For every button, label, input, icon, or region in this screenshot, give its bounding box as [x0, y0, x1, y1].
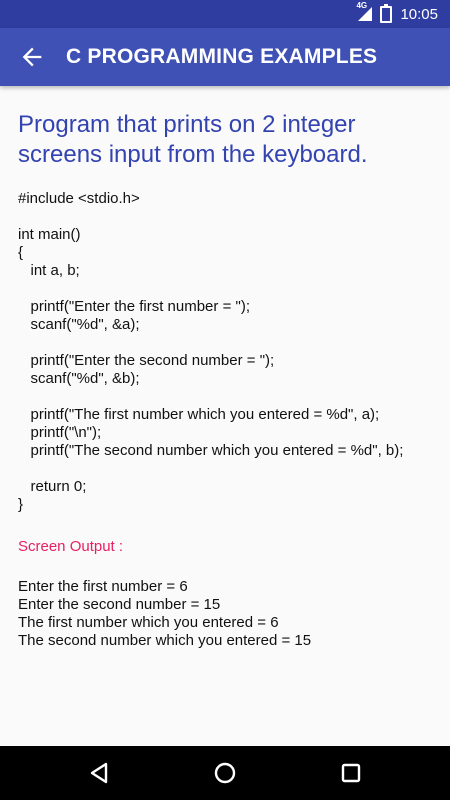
network-type-label: 4G — [356, 1, 368, 10]
app-bar — [0, 28, 450, 86]
screen-output-block: Enter the first number = 6 Enter the second number = 15 The first number which you entered = 6 The second number which you entered = 15 — [18, 578, 312, 649]
page-heading: Program that prints on 2 integer screens input from the keyboard. — [18, 111, 368, 168]
code-block: #include <stdio.h> int main() { int a, b; printf("Enter the first number = "); scanf("%d", &a); printf("Enter the second number = "); scanf("%d", &b); printf("The first number which you entered = %d", a); printf("\n"); printf("The second number which you entered = %d", b); return 0; } — [18, 190, 404, 513]
status-bar — [0, 0, 450, 28]
nav-back-icon[interactable] — [86, 760, 112, 786]
battery-icon — [380, 6, 392, 23]
screen-output-label: Screen Output : — [18, 538, 124, 555]
signal-icon — [356, 1, 372, 21]
nav-home-icon[interactable] — [212, 760, 238, 786]
content-area — [0, 86, 450, 746]
navigation-bar — [0, 746, 450, 800]
status-icons — [358, 0, 438, 28]
app-title: C PROGRAMMING EXAMPLES — [66, 45, 378, 68]
back-arrow-icon[interactable] — [18, 43, 46, 71]
nav-recents-icon[interactable] — [338, 760, 364, 786]
status-time: 10:05 — [400, 5, 438, 23]
